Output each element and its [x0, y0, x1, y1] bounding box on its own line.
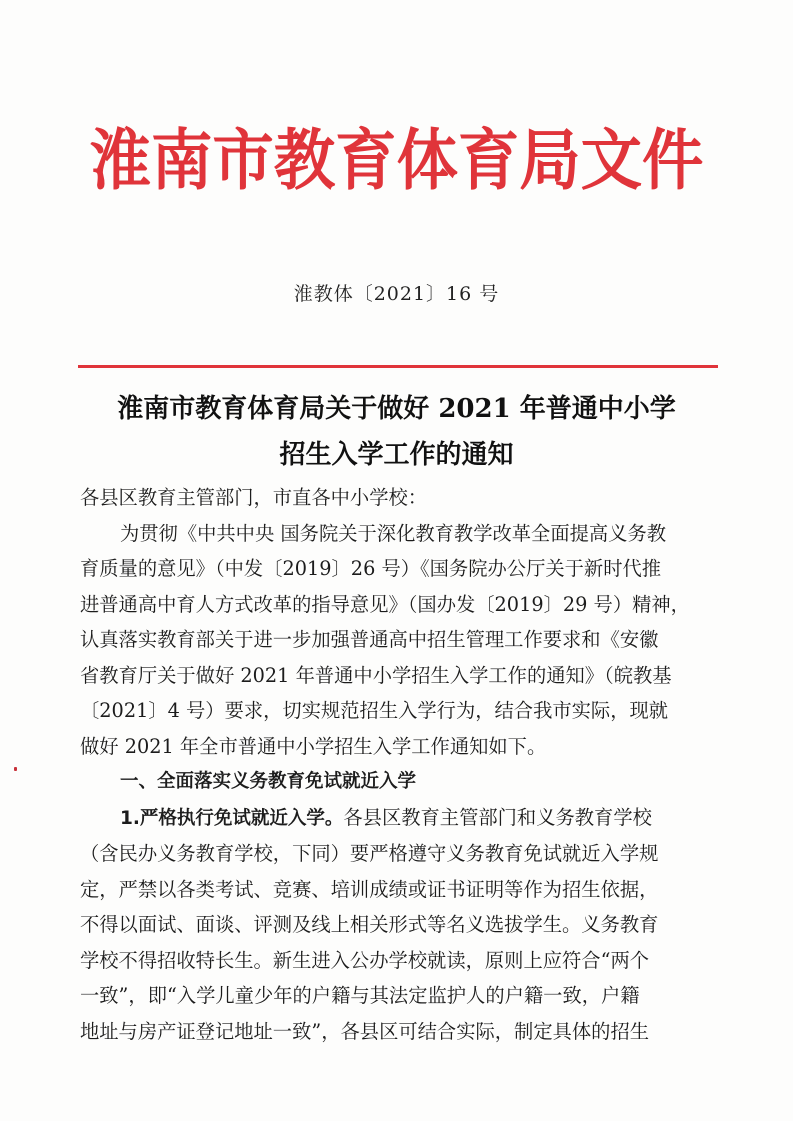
paragraph-line: 为贯彻《中共中央 国务院关于深化教育教学改革全面提高义务教: [120, 521, 667, 545]
paragraph-line: 认真落实教育部关于进一步加强普通高中招生管理工作要求和《安徽: [80, 628, 659, 651]
scan-speck: [14, 767, 17, 771]
paragraph-line: 〔2021〕4 号）要求，切实规范招生入学行为，结合我市实际，现就: [80, 699, 669, 722]
item-1-lead: 1.严格执行免试就近入学。: [120, 807, 344, 829]
paragraph-line: 不得以面试、面谈、评测及线上相关形式等名义选拔学生。义务教育: [80, 913, 659, 936]
paragraph-line: [80, 800, 710, 837]
notice-title-line-2: 招生入学工作的通知: [279, 440, 514, 470]
red-divider-rule: [78, 365, 718, 368]
paragraph-line: 省教育厅关于做好 2021 年普通中小学招生入学工作的通知》（皖教基: [80, 663, 672, 687]
paragraph-line: 一致”，即“入学儿童少年的户籍与其法定监护人的户籍一致，户籍: [80, 984, 640, 1007]
paragraph-line: 定，严禁以各类考试、竞赛、培训成绩或证书证明等作为招生依据，: [80, 877, 659, 901]
salutation: 各县区教育主管部门，市直各中小学校：: [80, 486, 428, 509]
paragraph-line: （含民办义务教育学校，下同）要严格遵守义务教育免试就近入学规: [80, 842, 659, 865]
document-number: 淮教体〔2021〕16 号: [293, 283, 500, 305]
item-1-first-line-rest: 各县区教育主管部门和义务教育学校: [343, 805, 652, 829]
paragraph-line: 育质量的意见》（中发〔2019〕26 号）《国务院办公厅关于新时代推: [80, 557, 662, 580]
section-heading-1: 一、全面落实义务教育免试就近入学: [120, 771, 417, 792]
paragraph-line: 进普通高中育人方式改革的指导意见》（国办发〔2019〕29 号）精神，: [80, 592, 690, 616]
document-masthead: 淮南市教育体育局文件: [89, 122, 704, 199]
paragraph-line: 学校不得招收特长生。新生进入公办学校就读，原则上应符合“两个: [80, 948, 650, 972]
paragraph-line: 地址与房产证登记地址一致”，各县区可结合实际，制定具体的招生: [80, 1019, 650, 1043]
document-body: [80, 480, 710, 1049]
paragraph-line: 做好 2021 年全市普通中小学招生入学工作通知如下。: [80, 734, 547, 758]
notice-title-line-1: 淮南市教育体育局关于做好 2021 年普通中小学: [117, 394, 676, 424]
